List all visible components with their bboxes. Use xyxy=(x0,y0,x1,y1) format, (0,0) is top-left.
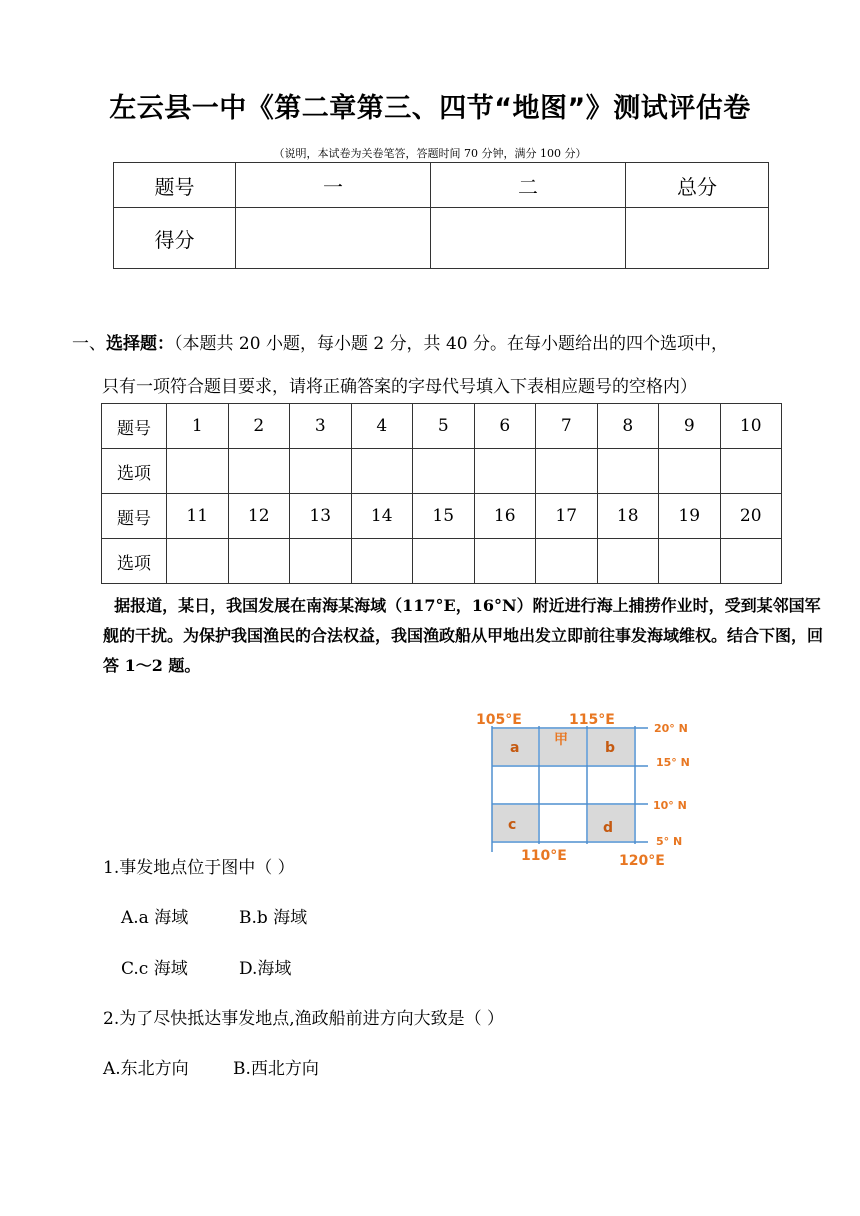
qnum: 7 xyxy=(536,404,598,449)
map-label-115e: 115°E xyxy=(569,712,615,728)
map-label-20n: 20° N xyxy=(654,722,688,735)
qnum: 3 xyxy=(290,404,352,449)
qnum: 15 xyxy=(413,494,475,539)
score-header-number: 题号 xyxy=(114,163,236,208)
answer-cell[interactable] xyxy=(228,449,290,494)
answer-cell[interactable] xyxy=(413,539,475,584)
map-label-5n: 5° N xyxy=(656,835,683,848)
score-cell-1[interactable] xyxy=(236,208,431,269)
qnum: 14 xyxy=(351,494,413,539)
answer-qlabel: 题号 xyxy=(102,404,167,449)
map-cell-label-c: c xyxy=(508,817,517,833)
answer-cell[interactable] xyxy=(290,449,352,494)
section1-number: 一、 xyxy=(72,334,106,354)
answer-cell[interactable] xyxy=(720,449,782,494)
map-label-105e: 105°E xyxy=(476,712,522,728)
qnum: 19 xyxy=(659,494,721,539)
page-title: 左云县一中《第二章第三、四节“地图”》测试评估卷 xyxy=(109,93,751,124)
qnum: 20 xyxy=(720,494,782,539)
answer-cell[interactable] xyxy=(597,449,659,494)
section1-heading xyxy=(72,323,832,409)
passage-text: 据报道，某日，我国发展在南海某海域（117°E，16°N）附近进行海上捕捞作业时，受到某邻国军舰的干扰。为保护我国渔民的合法权益，我国渔政船从甲地出发立即前往事发海域维权。结合下图，回答 1～2 题。 xyxy=(103,596,824,675)
answer-row-q2 xyxy=(102,494,782,539)
map-cell-label-d: d xyxy=(603,820,614,836)
answer-cell[interactable] xyxy=(167,449,229,494)
qnum: 5 xyxy=(413,404,475,449)
score-header-1: 一 xyxy=(236,163,431,208)
answer-qlabel: 题号 xyxy=(102,494,167,539)
answer-cell[interactable] xyxy=(536,449,598,494)
map-cell-label-b: b xyxy=(605,740,616,756)
qnum: 16 xyxy=(474,494,536,539)
answer-cell[interactable] xyxy=(597,539,659,584)
score-cell-total[interactable] xyxy=(626,208,769,269)
score-cell-2[interactable] xyxy=(431,208,626,269)
question-2-stem: 2.为了尽快抵达事发地点,渔政船前进方向大致是（ ） xyxy=(103,1009,505,1029)
qnum: 11 xyxy=(167,494,229,539)
qnum: 18 xyxy=(597,494,659,539)
answer-cell[interactable] xyxy=(290,539,352,584)
answer-row-a2 xyxy=(102,539,782,584)
sea-grid-map xyxy=(470,704,710,874)
answer-alabel: 选项 xyxy=(102,449,167,494)
section1-label: 选择题： xyxy=(106,334,174,354)
answer-cell[interactable] xyxy=(659,449,721,494)
answer-table xyxy=(101,403,782,584)
question-1-stem: 1.事发地点位于图中（ ） xyxy=(103,858,295,878)
answer-cell[interactable] xyxy=(474,449,536,494)
map-cell-label-jia: 甲 xyxy=(554,732,568,748)
answer-cell[interactable] xyxy=(659,539,721,584)
qnum: 17 xyxy=(536,494,598,539)
question-2-option-a[interactable]: A.东北方向 xyxy=(103,1059,189,1079)
qnum: 2 xyxy=(228,404,290,449)
score-table xyxy=(113,162,769,269)
question-2-option-b[interactable]: B.西北方向 xyxy=(233,1059,319,1079)
qnum: 1 xyxy=(167,404,229,449)
qnum: 8 xyxy=(597,404,659,449)
answer-row-q1 xyxy=(102,404,782,449)
section1-instruction-1: （本题共 20 小题，每小题 2 分，共 40 分。在每小题给出的四个选项中， xyxy=(174,334,729,354)
answer-cell[interactable] xyxy=(167,539,229,584)
score-row-label: 得分 xyxy=(114,208,236,269)
map-label-120e: 120°E xyxy=(619,853,665,869)
answer-cell[interactable] xyxy=(720,539,782,584)
qnum: 4 xyxy=(351,404,413,449)
answer-row-a1 xyxy=(102,449,782,494)
answer-cell[interactable] xyxy=(228,539,290,584)
map-label-110e: 110°E xyxy=(521,848,567,864)
score-header-total: 总分 xyxy=(626,163,769,208)
qnum: 6 xyxy=(474,404,536,449)
section1-instruction-2: 只有一项符合题目要求，请将正确答案的字母代号填入下表相应题号的空格内） xyxy=(102,377,697,397)
question-1-option-d[interactable]: D.海域 xyxy=(239,959,292,979)
qnum: 9 xyxy=(659,404,721,449)
map-label-15n: 15° N xyxy=(656,756,690,769)
question-1-option-a[interactable]: A.a 海域 xyxy=(121,908,189,928)
score-header-2: 二 xyxy=(431,163,626,208)
qnum: 13 xyxy=(290,494,352,539)
qnum: 12 xyxy=(228,494,290,539)
question-1-option-b[interactable]: B.b 海域 xyxy=(239,908,308,928)
map-label-10n: 10° N xyxy=(653,799,687,812)
reading-passage xyxy=(103,591,825,681)
answer-cell[interactable] xyxy=(474,539,536,584)
question-1-option-c[interactable]: C.c 海域 xyxy=(121,959,188,979)
answer-cell[interactable] xyxy=(351,539,413,584)
qnum: 10 xyxy=(720,404,782,449)
answer-cell[interactable] xyxy=(413,449,475,494)
answer-cell[interactable] xyxy=(536,539,598,584)
map-cell-label-a: a xyxy=(510,740,520,756)
exam-note: （说明，本试卷为关卷笔答，答题时间 70 分钟，满分 100 分） xyxy=(273,147,587,160)
answer-alabel: 选项 xyxy=(102,539,167,584)
answer-cell[interactable] xyxy=(351,449,413,494)
